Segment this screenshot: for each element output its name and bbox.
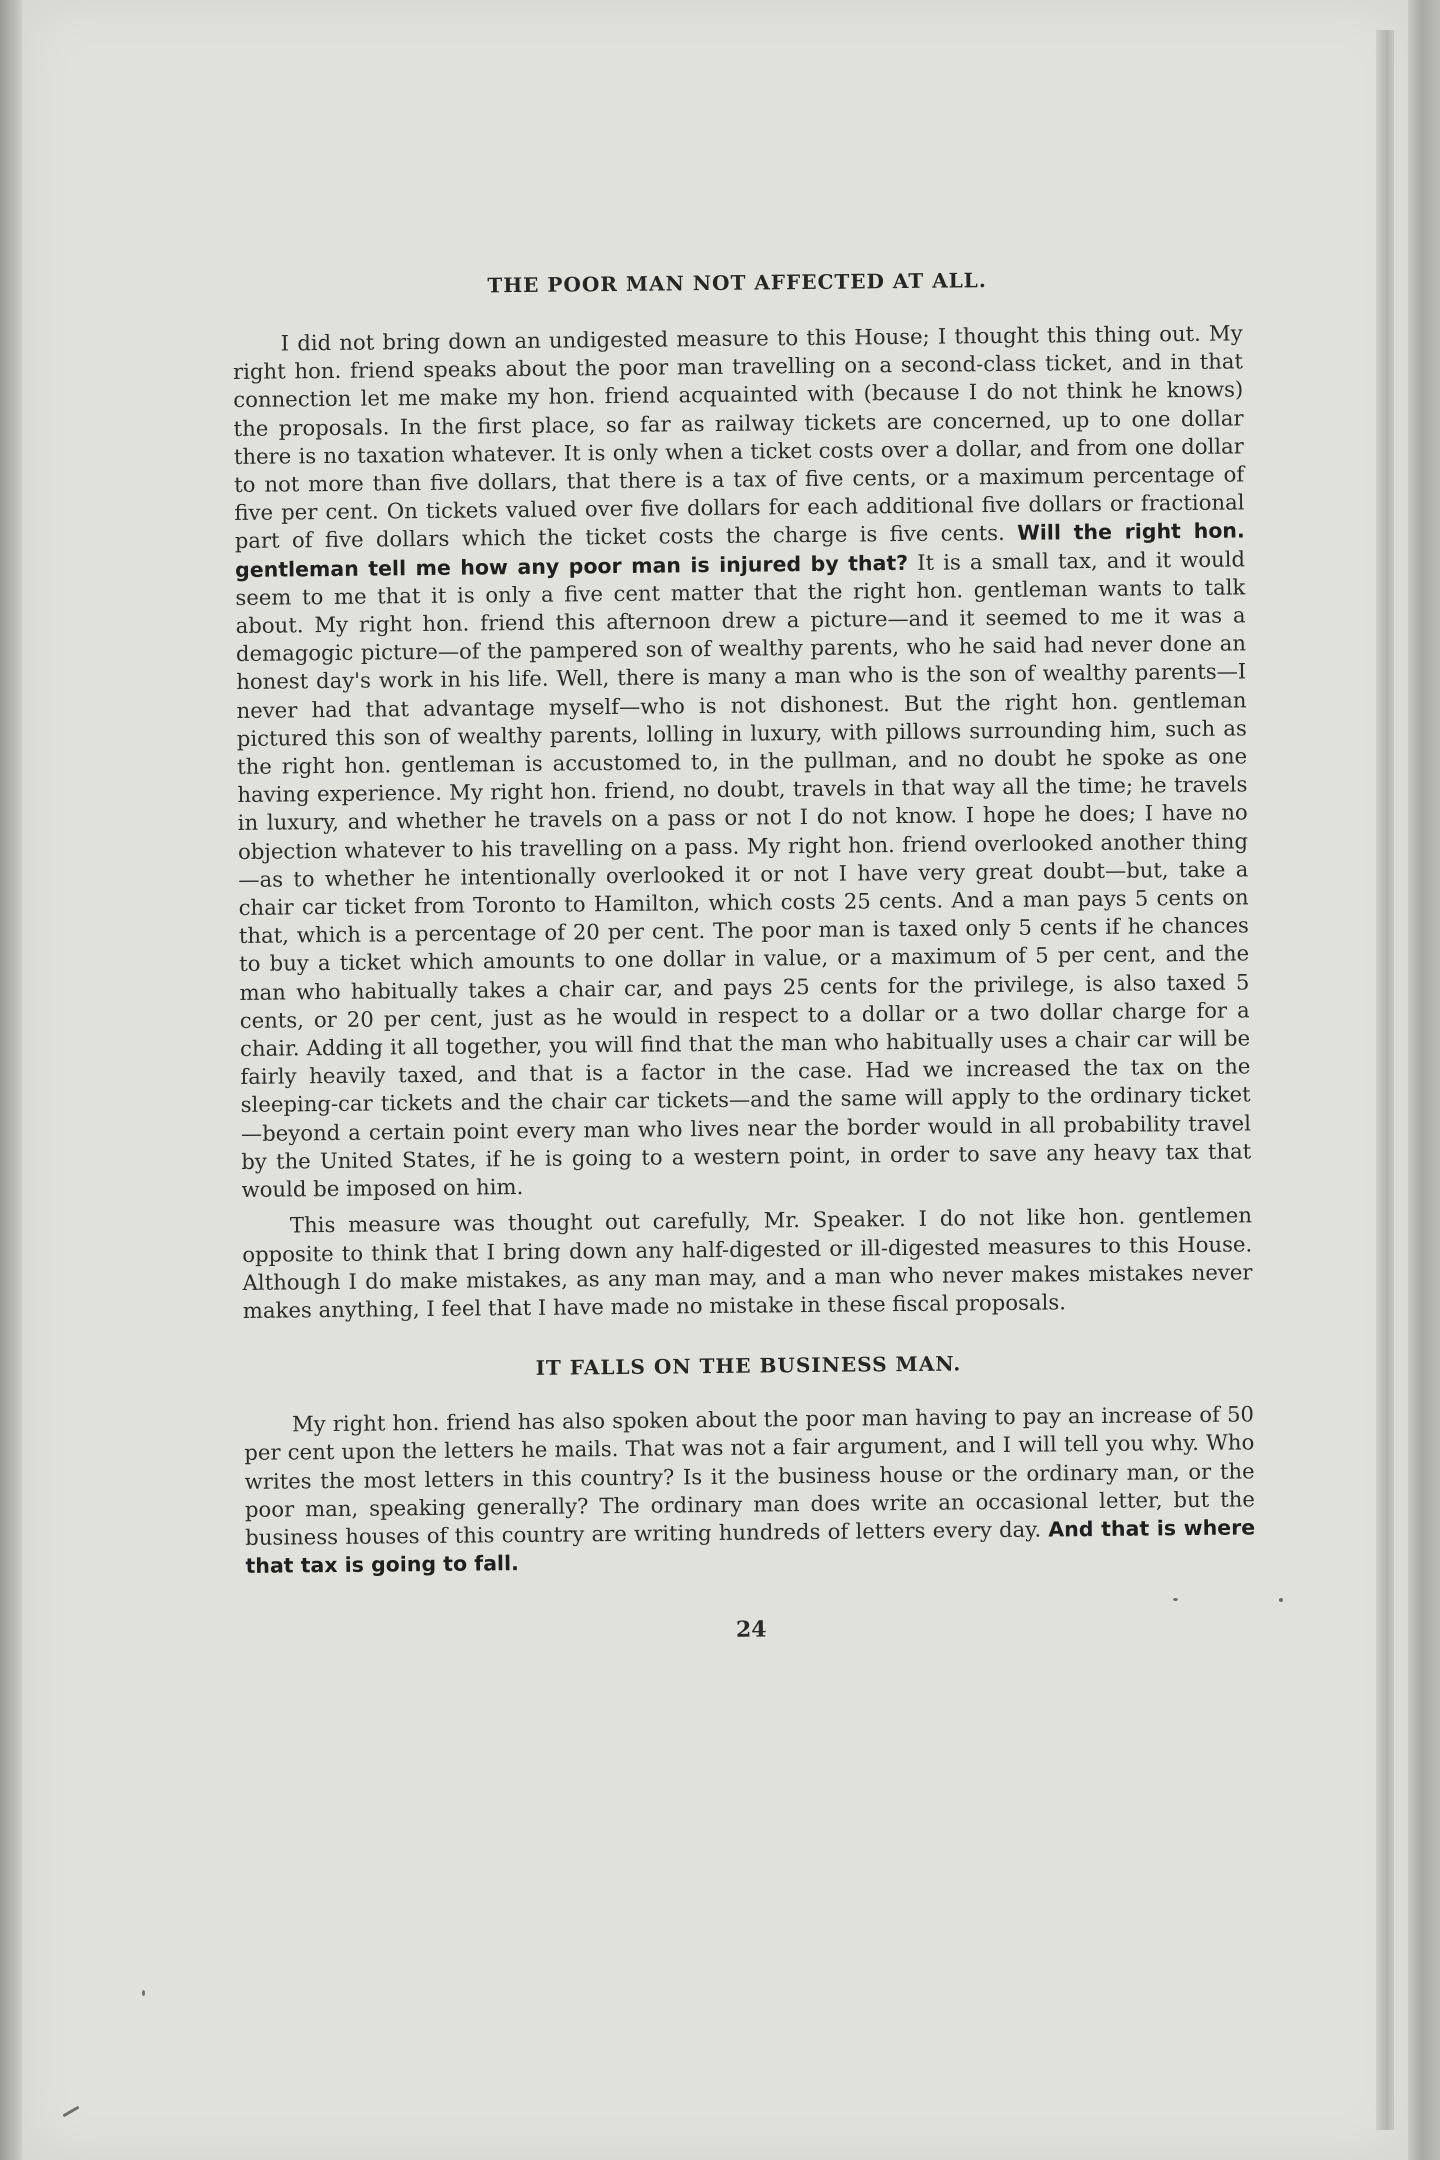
scan-speck [1279,1598,1283,1602]
paragraph-measure-thought-out: This measure was thought out carefully, Mr. Speaker. I do not like hon. gentlemen opposite to think that I bring down any half-digested or ill-digested measures to this House. Although I do make mistakes, as any man may, and a man who never makes mistakes never makes anything, I feel that I have made no mistake in these fiscal proposals. [242,1202,1253,1323]
scan-speck [1173,1598,1178,1601]
paragraph-text-continued: It is a small tax, and it would seem to me that it is only a five cent matter that the right hon. gentleman wants to talk about. My right hon. friend this afternoon drew a picture—and it seemed to me it was a demagogic picture—of the pampered son of wealthy parents, who he said had never done an honest day's work in his life. Well, there is many a man who is the son of wealthy parents—I never had that advantage myself—who is not dishonest. But the right hon. gentleman pictured this son of wealthy parents, lolling in luxury, with pillows surrounding him, such as the right hon. gentleman is accustomed to, in the pullman, and no doubt he spoke as one having experience. My right hon. friend, no doubt, travels in that way all the time; he travels in luxury, and whether he travels on a pass or not I do not know. I hope he does; I have no objection whatever to his travelling on a pass. My right hon. friend overlooked another thing—as to whether he intentionally overlooked it or not I have very great doubt—but, take a chair car ticket from Toronto to Hamilton, which costs 25 cents. And a man pays 5 cents on that, which is a percentage of 20 per cent. The poor man is taxed only 5 cents if he chances to buy a ticket which amounts to one dollar in value, or a maximum of 5 per cent, and the man who habitually takes a chair car, and pays 25 cents for the privilege, is also taxed 5 cents, or 20 per cent, just as he would in respect to a dollar or a two dollar charge for a chair. Adding it all together, you will find that the man who habitually uses a chair car will be fairly heavily taxed, and that is a factor in the case. Had we increased the tax on the sleeping-car tickets and the chair car tickets—and the same will apply to the ordinary ticket—beyond a certain point every man who lives near the border would in all probability travel by the United States, if he is going to a western point, in order to save any heavy tax that would be imposed on him. [235,546,1252,1203]
paragraph-text: My right hon. friend has also spoken about the poor man having to pay an increase of 50 per cent upon the letters he mails. That was not a fair argument, and I will tell you why. Who writes the most letters in this country? Is it the business house or the ordinary man, or the poor man, speaking generally? The ordinary man does write an occasional letter, but the business houses of this country are writing hundreds of letters every day. [244,1401,1255,1550]
paragraph-railway-tickets [233,319,1252,1204]
section-heading-poor-man: THE POOR MAN NOT AFFECTED AT ALL. [487,268,987,298]
bold-conclusion: And that is where that tax is going to fall. [245,1515,1256,1579]
section-heading-business-man: IT FALLS ON THE BUSINESS MAN. [535,1351,962,1380]
scan-speck [142,1990,145,1996]
document-body [232,265,1256,1648]
bold-question: Will the right hon. gentleman tell me how any poor man is injured by that? [234,518,1245,582]
page-number: 24 [735,1616,767,1644]
paragraph-letters [244,1400,1256,1580]
page-edge [1376,30,1394,2130]
paragraph-text: I did not bring down an undigested measure to this House; I thought this thing out. My right hon. friend speaks about the poor man travelling on a second-class ticket, and in that connection let me make my hon. friend acquainted with (because I do not think he knows) the proposals. In the first place, so far as railway tickets are concerned, up to one dollar there is no taxation whatever. It is only when a ticket costs over a dollar, and from one dollar to not more than five dollars, that there is a tax of five cents, or a maximum percentage of five per cent. On tickets valued over five dollars for each additional five dollars or fractional part of five dollars which the ticket costs the charge is five cents. [232,320,1245,554]
